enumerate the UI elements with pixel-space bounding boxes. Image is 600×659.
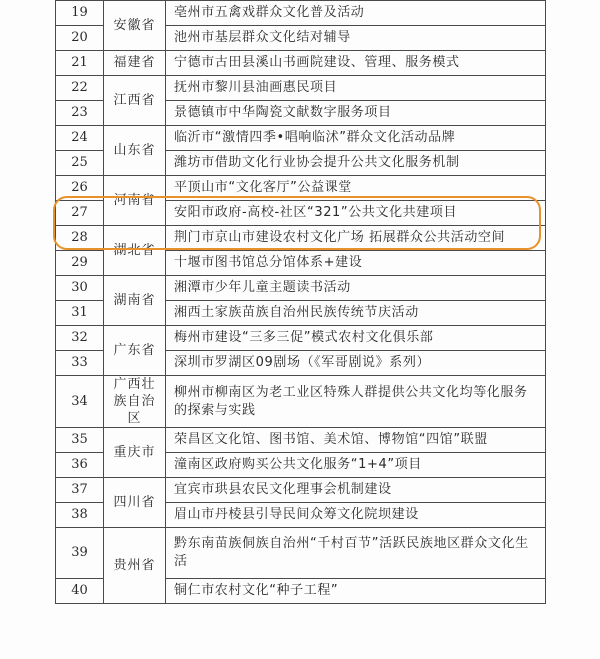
project-name: 湘西土家族苗族自治州民族传统节庆活动 [166, 301, 546, 326]
row-number: 26 [56, 176, 104, 201]
province-cell: 江西省 [104, 76, 166, 126]
row-number: 33 [56, 351, 104, 376]
province-cell: 安徽省 [104, 1, 166, 51]
table-row [56, 176, 546, 201]
province-cell: 河南省 [104, 176, 166, 226]
project-table [55, 0, 546, 604]
province-cell: 贵州省 [104, 528, 166, 604]
row-number: 38 [56, 503, 104, 528]
project-name: 平顶山市“文化客厅”公益课堂 [166, 176, 546, 201]
project-name: 荣昌区文化馆、图书馆、美术馆、博物馆“四馆”联盟 [166, 428, 546, 453]
row-number: 37 [56, 478, 104, 503]
project-name: 十堰市图书馆总分馆体系+建设 [166, 251, 546, 276]
table-row [56, 428, 546, 453]
row-number: 19 [56, 1, 104, 26]
project-name: 安阳市政府-高校-社区“321”公共文化共建项目 [166, 201, 546, 226]
row-number: 27 [56, 201, 104, 226]
province-cell: 湖北省 [104, 226, 166, 276]
row-number: 36 [56, 453, 104, 478]
project-name: 景德镇市中华陶瓷文献数字服务项目 [166, 101, 546, 126]
row-number: 28 [56, 226, 104, 251]
project-name: 铜仁市农村文化“种子工程” [166, 579, 546, 604]
row-number: 40 [56, 579, 104, 604]
project-name: 亳州市五禽戏群众文化普及活动 [166, 1, 546, 26]
table-row [56, 1, 546, 26]
table-row [56, 528, 546, 579]
table-row [56, 326, 546, 351]
row-number: 21 [56, 51, 104, 76]
project-name: 梅州市建设“三多三促”模式农村文化俱乐部 [166, 326, 546, 351]
table-row [56, 276, 546, 301]
row-number: 30 [56, 276, 104, 301]
project-name: 荆门市京山市建设农村文化广场 拓展群众公共活动空间 [166, 226, 546, 251]
project-name: 潍坊市借助文化行业协会提升公共文化服务机制 [166, 151, 546, 176]
row-number: 32 [56, 326, 104, 351]
province-cell: 湖南省 [104, 276, 166, 326]
table-row [56, 76, 546, 101]
row-number: 35 [56, 428, 104, 453]
province-cell: 山东省 [104, 126, 166, 176]
row-number: 22 [56, 76, 104, 101]
table-row [56, 51, 546, 76]
province-cell: 广东省 [104, 326, 166, 376]
project-name: 宁德市古田县溪山书画院建设、管理、服务模式 [166, 51, 546, 76]
row-number: 24 [56, 126, 104, 151]
table-row [56, 478, 546, 503]
project-name: 抚州市黎川县油画惠民项目 [166, 76, 546, 101]
project-name: 眉山市丹棱县引导民间众筹文化院坝建设 [166, 503, 546, 528]
table-row [56, 126, 546, 151]
row-number: 23 [56, 101, 104, 126]
row-number: 31 [56, 301, 104, 326]
project-name: 宜宾市珙县农民文化理事会机制建设 [166, 478, 546, 503]
project-name: 深圳市罗湖区09剧场（《军哥剧说》系列） [166, 351, 546, 376]
project-name: 黔东南苗族侗族自治州“千村百节”活跃民族地区群众文化生活 [166, 528, 546, 579]
project-name: 柳州市柳南区为老工业区特殊人群提供公共文化均等化服务的探索与实践 [166, 376, 546, 428]
province-cell: 福建省 [104, 51, 166, 76]
province-cell: 重庆市 [104, 428, 166, 478]
row-number: 39 [56, 528, 104, 579]
province-cell: 四川省 [104, 478, 166, 528]
row-number: 20 [56, 26, 104, 51]
row-number: 34 [56, 376, 104, 428]
table-row [56, 376, 546, 428]
project-name: 湘潭市少年儿童主题读书活动 [166, 276, 546, 301]
province-cell: 广西壮族自治区 [104, 376, 166, 428]
row-number: 29 [56, 251, 104, 276]
row-number: 25 [56, 151, 104, 176]
project-name: 临沂市“激情四季•唱响临沭”群众文化活动品牌 [166, 126, 546, 151]
project-name: 池州市基层群众文化结对辅导 [166, 26, 546, 51]
table-row [56, 226, 546, 251]
project-name: 潼南区政府购买公共文化服务“1+4”项目 [166, 453, 546, 478]
